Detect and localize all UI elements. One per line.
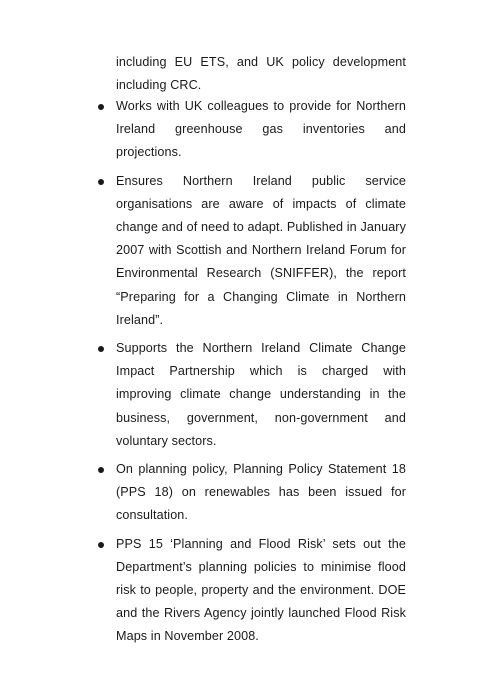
list-item xyxy=(116,95,406,165)
bullet-icon xyxy=(98,179,104,185)
list-item-text: Works with UK colleagues to provide for Northern Ireland greenhouse gas inventories and projections. xyxy=(116,99,406,160)
list-item xyxy=(116,533,406,649)
list-item xyxy=(116,170,406,332)
list-item-text: Supports the Northern Ireland Climate Change Impact Partnership which is charged with improving climate change understanding in the business, government, non-government and voluntary sectors. xyxy=(116,341,406,448)
list-item xyxy=(116,458,406,528)
list-item-text: On planning policy, Planning Policy Statement 18 (PPS 18) on renewables has been issued for consultation. xyxy=(116,462,406,523)
bullet-icon xyxy=(98,104,104,110)
list-item-text: Ensures Northern Ireland public service organisations are aware of impacts of climate change and of need to adapt. Published in January 2007 with Scottish and Northern Ireland Forum for Environmental Research (SNIFFER), the report “Preparing for a Changing Climate in Northern Ireland”. xyxy=(116,173,406,327)
intro-paragraph: including EU ETS, and UK policy development including CRC. xyxy=(116,55,406,93)
list-item-text: PPS 15 ‘Planning and Flood Risk’ sets out the Department’s planning policies to minimise flood risk to people, property and the environment. DOE and the Rivers Agency jointly launched Flood Risk Maps in November 2008. xyxy=(116,536,406,644)
list-item xyxy=(116,337,406,453)
bullet-icon xyxy=(98,542,104,548)
bullet-icon xyxy=(98,346,104,352)
bullet-icon xyxy=(98,467,104,473)
bullet-list xyxy=(116,95,406,654)
